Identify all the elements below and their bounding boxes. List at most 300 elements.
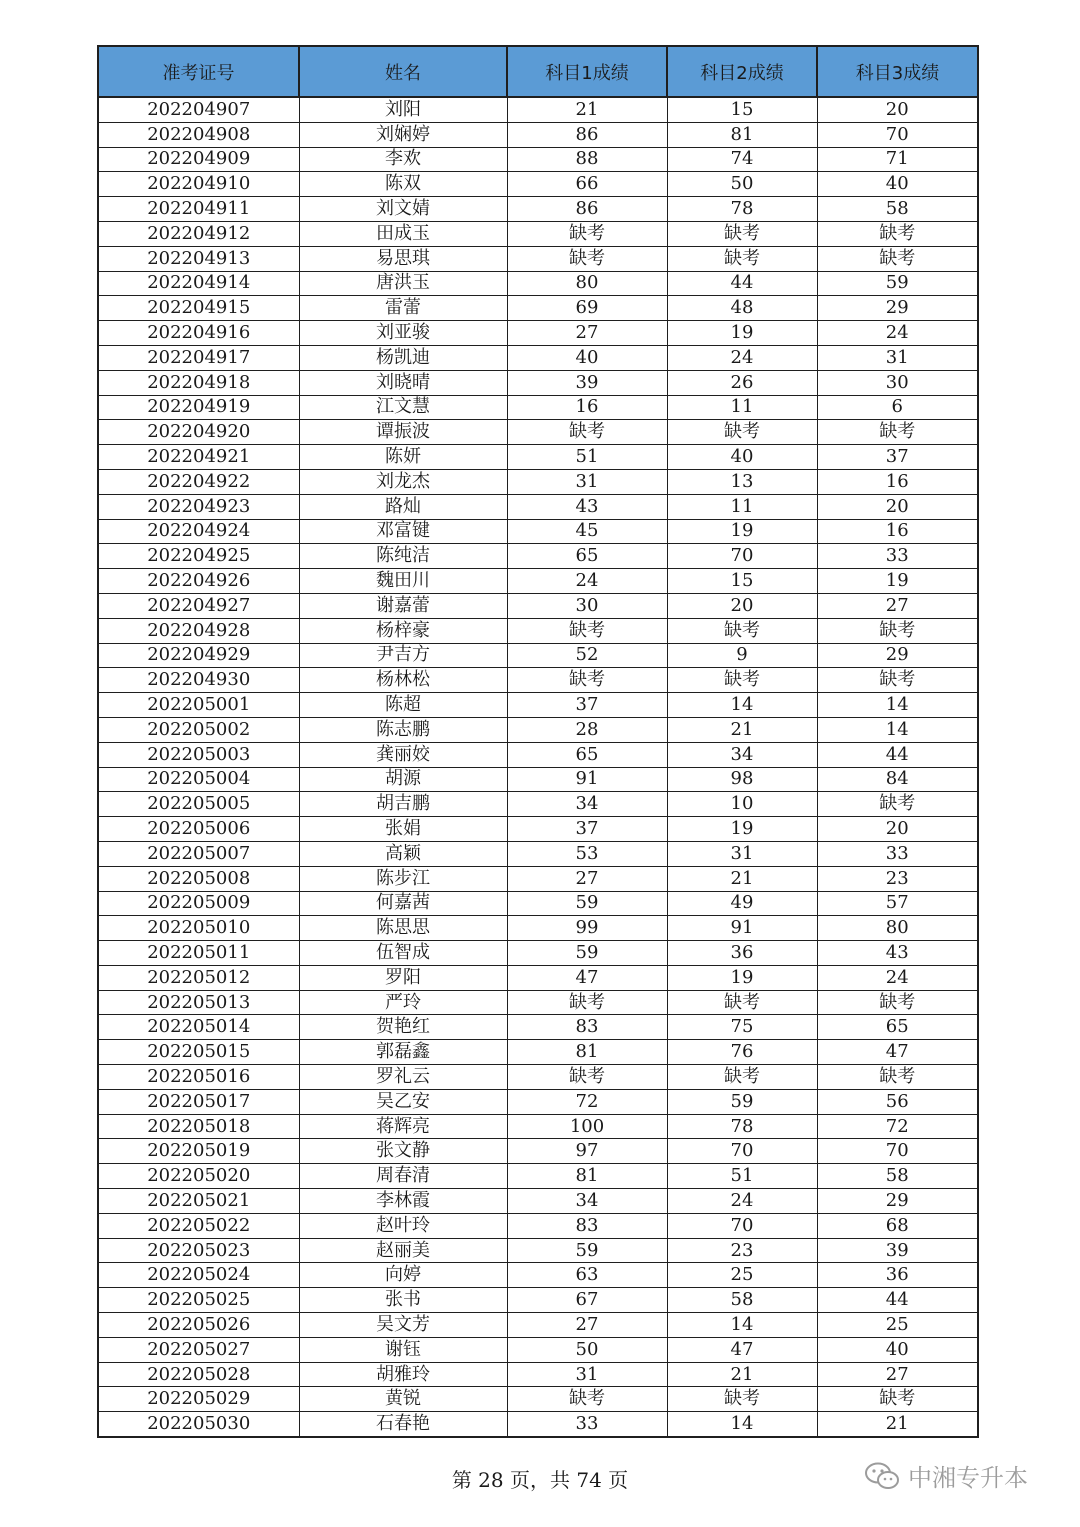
cell-subject2: 11 — [667, 494, 817, 519]
cell-subject2: 75 — [667, 1015, 817, 1040]
cell-exam-id: 202205018 — [98, 1114, 299, 1139]
cell-subject3: 70 — [817, 1139, 978, 1164]
cell-subject1: 缺考 — [507, 1065, 667, 1090]
table-row — [98, 742, 978, 767]
cell-subject1: 缺考 — [507, 221, 667, 246]
cell-subject1: 52 — [507, 643, 667, 668]
table-row — [98, 965, 978, 990]
cell-exam-id: 202204919 — [98, 395, 299, 420]
cell-subject3: 72 — [817, 1114, 978, 1139]
cell-name: 李欢 — [299, 147, 507, 172]
score-sheet — [97, 45, 977, 1438]
cell-subject3: 16 — [817, 469, 978, 494]
cell-subject1: 缺考 — [507, 246, 667, 271]
cell-name: 邓富键 — [299, 519, 507, 544]
cell-name: 赵丽美 — [299, 1238, 507, 1263]
cell-subject1: 37 — [507, 817, 667, 842]
table-row — [98, 693, 978, 718]
cell-subject3: 80 — [817, 916, 978, 941]
cell-exam-id: 202204927 — [98, 593, 299, 618]
cell-exam-id: 202205003 — [98, 742, 299, 767]
cell-subject2: 15 — [667, 569, 817, 594]
table-row — [98, 618, 978, 643]
cell-name: 李林霞 — [299, 1189, 507, 1214]
table-row — [98, 1213, 978, 1238]
cell-subject1: 97 — [507, 1139, 667, 1164]
cell-subject1: 31 — [507, 469, 667, 494]
cell-exam-id: 202205004 — [98, 767, 299, 792]
cell-subject2: 缺考 — [667, 1387, 817, 1412]
cell-subject1: 34 — [507, 1189, 667, 1214]
cell-name: 杨梓豪 — [299, 618, 507, 643]
cell-subject1: 43 — [507, 494, 667, 519]
cell-subject1: 67 — [507, 1288, 667, 1313]
cell-subject2: 9 — [667, 643, 817, 668]
cell-exam-id: 202204909 — [98, 147, 299, 172]
cell-subject3: 缺考 — [817, 792, 978, 817]
cell-subject1: 72 — [507, 1089, 667, 1114]
cell-exam-id: 202205026 — [98, 1313, 299, 1338]
cell-subject3: 57 — [817, 891, 978, 916]
cell-exam-id: 202204917 — [98, 345, 299, 370]
cell-subject2: 缺考 — [667, 668, 817, 693]
cell-subject2: 26 — [667, 370, 817, 395]
cell-exam-id: 202204926 — [98, 569, 299, 594]
cell-subject3: 20 — [817, 494, 978, 519]
cell-name: 谭振波 — [299, 420, 507, 445]
cell-subject2: 49 — [667, 891, 817, 916]
table-row — [98, 97, 978, 122]
cell-subject2: 78 — [667, 1114, 817, 1139]
cell-name: 高颖 — [299, 841, 507, 866]
cell-subject1: 50 — [507, 1337, 667, 1362]
cell-subject3: 24 — [817, 321, 978, 346]
cell-exam-id: 202204921 — [98, 445, 299, 470]
cell-exam-id: 202205021 — [98, 1189, 299, 1214]
cell-subject3: 29 — [817, 643, 978, 668]
cell-name: 周春清 — [299, 1164, 507, 1189]
cell-subject1: 86 — [507, 122, 667, 147]
table-row — [98, 345, 978, 370]
cell-subject3: 33 — [817, 544, 978, 569]
cell-subject2: 78 — [667, 197, 817, 222]
cell-subject1: 91 — [507, 767, 667, 792]
cell-subject2: 19 — [667, 321, 817, 346]
cell-name: 张娟 — [299, 817, 507, 842]
table-row — [98, 172, 978, 197]
table-row — [98, 221, 978, 246]
table-row — [98, 122, 978, 147]
cell-subject2: 14 — [667, 1412, 817, 1437]
cell-name: 郭磊鑫 — [299, 1040, 507, 1065]
cell-name: 胡雅玲 — [299, 1362, 507, 1387]
cell-name: 何嘉茜 — [299, 891, 507, 916]
cell-subject1: 27 — [507, 866, 667, 891]
table-row — [98, 916, 978, 941]
table-row — [98, 817, 978, 842]
cell-subject1: 30 — [507, 593, 667, 618]
table-row — [98, 1238, 978, 1263]
cell-subject3: 70 — [817, 122, 978, 147]
watermark — [864, 1458, 1028, 1493]
cell-exam-id: 202204930 — [98, 668, 299, 693]
cell-exam-id: 202204929 — [98, 643, 299, 668]
cell-exam-id: 202205025 — [98, 1288, 299, 1313]
cell-subject2: 14 — [667, 693, 817, 718]
cell-name: 陈纯洁 — [299, 544, 507, 569]
cell-name: 吴文芳 — [299, 1313, 507, 1338]
cell-name: 龚丽姣 — [299, 742, 507, 767]
cell-exam-id: 202204908 — [98, 122, 299, 147]
cell-name: 刘文婧 — [299, 197, 507, 222]
cell-subject3: 缺考 — [817, 618, 978, 643]
cell-exam-id: 202205030 — [98, 1412, 299, 1437]
cell-name: 胡源 — [299, 767, 507, 792]
cell-subject2: 缺考 — [667, 420, 817, 445]
cell-subject3: 27 — [817, 1362, 978, 1387]
cell-subject1: 66 — [507, 172, 667, 197]
cell-subject3: 25 — [817, 1313, 978, 1338]
cell-exam-id: 202205008 — [98, 866, 299, 891]
cell-exam-id: 202204907 — [98, 97, 299, 122]
table-row — [98, 469, 978, 494]
cell-exam-id: 202204915 — [98, 296, 299, 321]
table-header — [98, 46, 978, 97]
cell-subject2: 缺考 — [667, 1065, 817, 1090]
cell-name: 张书 — [299, 1288, 507, 1313]
cell-subject3: 47 — [817, 1040, 978, 1065]
cell-subject2: 59 — [667, 1089, 817, 1114]
cell-name: 雷蕾 — [299, 296, 507, 321]
cell-subject2: 34 — [667, 742, 817, 767]
score-table — [97, 45, 979, 1438]
table-row — [98, 1089, 978, 1114]
cell-name: 陈妍 — [299, 445, 507, 470]
cell-subject2: 24 — [667, 1189, 817, 1214]
cell-subject2: 19 — [667, 519, 817, 544]
cell-exam-id: 202205017 — [98, 1089, 299, 1114]
cell-subject1: 24 — [507, 569, 667, 594]
cell-name: 尹吉方 — [299, 643, 507, 668]
cell-subject1: 83 — [507, 1015, 667, 1040]
cell-subject1: 83 — [507, 1213, 667, 1238]
cell-subject2: 47 — [667, 1337, 817, 1362]
cell-name: 唐洪玉 — [299, 271, 507, 296]
cell-subject3: 27 — [817, 593, 978, 618]
table-row — [98, 1387, 978, 1412]
cell-subject3: 84 — [817, 767, 978, 792]
cell-subject1: 缺考 — [507, 618, 667, 643]
cell-subject2: 74 — [667, 147, 817, 172]
cell-name: 张文静 — [299, 1139, 507, 1164]
cell-name: 路灿 — [299, 494, 507, 519]
cell-exam-id: 202205015 — [98, 1040, 299, 1065]
table-row — [98, 197, 978, 222]
cell-subject2: 91 — [667, 916, 817, 941]
cell-name: 伍智成 — [299, 941, 507, 966]
cell-subject3: 23 — [817, 866, 978, 891]
cell-subject3: 21 — [817, 1412, 978, 1437]
table-row — [98, 668, 978, 693]
cell-subject3: 14 — [817, 717, 978, 742]
cell-name: 严玲 — [299, 990, 507, 1015]
cell-subject1: 27 — [507, 1313, 667, 1338]
table-row — [98, 891, 978, 916]
cell-name: 杨凯迪 — [299, 345, 507, 370]
cell-name: 罗礼云 — [299, 1065, 507, 1090]
table-row — [98, 1337, 978, 1362]
table-row — [98, 321, 978, 346]
cell-subject3: 缺考 — [817, 420, 978, 445]
cell-subject3: 缺考 — [817, 1065, 978, 1090]
cell-name: 谢钰 — [299, 1337, 507, 1362]
cell-exam-id: 202204913 — [98, 246, 299, 271]
cell-subject2: 81 — [667, 122, 817, 147]
cell-name: 胡吉鹏 — [299, 792, 507, 817]
cell-subject1: 81 — [507, 1164, 667, 1189]
cell-subject2: 25 — [667, 1263, 817, 1288]
table-row — [98, 767, 978, 792]
cell-exam-id: 202205019 — [98, 1139, 299, 1164]
cell-subject2: 31 — [667, 841, 817, 866]
cell-subject2: 21 — [667, 1362, 817, 1387]
cell-exam-id: 202205014 — [98, 1015, 299, 1040]
cell-subject2: 缺考 — [667, 221, 817, 246]
cell-subject1: 59 — [507, 891, 667, 916]
table-row — [98, 370, 978, 395]
cell-exam-id: 202205005 — [98, 792, 299, 817]
table-row — [98, 866, 978, 891]
table-row — [98, 569, 978, 594]
table-row — [98, 1189, 978, 1214]
cell-subject3: 44 — [817, 742, 978, 767]
table-row — [98, 420, 978, 445]
table-row — [98, 1412, 978, 1437]
cell-subject3: 59 — [817, 271, 978, 296]
cell-subject1: 47 — [507, 965, 667, 990]
cell-subject2: 19 — [667, 965, 817, 990]
cell-subject3: 29 — [817, 1189, 978, 1214]
table-row — [98, 445, 978, 470]
cell-name: 赵叶玲 — [299, 1213, 507, 1238]
cell-subject3: 24 — [817, 965, 978, 990]
table-row — [98, 593, 978, 618]
header-exam-id: 准考证号 — [98, 46, 299, 97]
cell-subject1: 27 — [507, 321, 667, 346]
cell-subject2: 70 — [667, 1213, 817, 1238]
cell-subject2: 20 — [667, 593, 817, 618]
cell-subject3: 缺考 — [817, 221, 978, 246]
cell-subject1: 37 — [507, 693, 667, 718]
cell-subject1: 34 — [507, 792, 667, 817]
table-row — [98, 147, 978, 172]
cell-exam-id: 202205027 — [98, 1337, 299, 1362]
table-row — [98, 395, 978, 420]
cell-name: 刘晓晴 — [299, 370, 507, 395]
table-row — [98, 990, 978, 1015]
cell-name: 刘阳 — [299, 97, 507, 122]
cell-name: 蒋辉亮 — [299, 1114, 507, 1139]
table-row — [98, 941, 978, 966]
cell-subject1: 39 — [507, 370, 667, 395]
cell-name: 陈思思 — [299, 916, 507, 941]
cell-subject2: 36 — [667, 941, 817, 966]
cell-subject3: 29 — [817, 296, 978, 321]
cell-exam-id: 202204923 — [98, 494, 299, 519]
cell-exam-id: 202204922 — [98, 469, 299, 494]
cell-subject2: 10 — [667, 792, 817, 817]
cell-exam-id: 202205028 — [98, 1362, 299, 1387]
cell-subject2: 23 — [667, 1238, 817, 1263]
cell-subject1: 86 — [507, 197, 667, 222]
cell-name: 田成玉 — [299, 221, 507, 246]
table-row — [98, 1288, 978, 1313]
table-row — [98, 519, 978, 544]
cell-subject2: 缺考 — [667, 618, 817, 643]
cell-subject1: 45 — [507, 519, 667, 544]
cell-subject2: 13 — [667, 469, 817, 494]
cell-subject2: 14 — [667, 1313, 817, 1338]
table-row — [98, 544, 978, 569]
cell-name: 贺艳红 — [299, 1015, 507, 1040]
cell-subject1: 31 — [507, 1362, 667, 1387]
cell-exam-id: 202204914 — [98, 271, 299, 296]
cell-subject3: 33 — [817, 841, 978, 866]
table-row — [98, 792, 978, 817]
cell-name: 刘娴婷 — [299, 122, 507, 147]
cell-subject1: 33 — [507, 1412, 667, 1437]
cell-exam-id: 202204912 — [98, 221, 299, 246]
cell-exam-id: 202205020 — [98, 1164, 299, 1189]
cell-exam-id: 202205024 — [98, 1263, 299, 1288]
cell-name: 刘龙杰 — [299, 469, 507, 494]
cell-subject3: 缺考 — [817, 990, 978, 1015]
cell-exam-id: 202204920 — [98, 420, 299, 445]
cell-exam-id: 202205029 — [98, 1387, 299, 1412]
cell-subject3: 19 — [817, 569, 978, 594]
cell-subject1: 51 — [507, 445, 667, 470]
cell-subject3: 20 — [817, 97, 978, 122]
watermark-text: 中湘专升本 — [908, 1464, 1028, 1492]
cell-subject1: 80 — [507, 271, 667, 296]
cell-exam-id: 202204928 — [98, 618, 299, 643]
cell-subject1: 16 — [507, 395, 667, 420]
cell-subject3: 58 — [817, 197, 978, 222]
cell-subject2: 98 — [667, 767, 817, 792]
cell-subject3: 31 — [817, 345, 978, 370]
cell-subject2: 70 — [667, 544, 817, 569]
cell-subject2: 70 — [667, 1139, 817, 1164]
table-row — [98, 1263, 978, 1288]
cell-subject1: 21 — [507, 97, 667, 122]
cell-subject2: 48 — [667, 296, 817, 321]
cell-name: 陈超 — [299, 693, 507, 718]
cell-exam-id: 202204911 — [98, 197, 299, 222]
table-row — [98, 271, 978, 296]
table-row — [98, 1065, 978, 1090]
cell-subject2: 21 — [667, 866, 817, 891]
cell-subject3: 30 — [817, 370, 978, 395]
cell-subject3: 44 — [817, 1288, 978, 1313]
cell-subject3: 40 — [817, 1337, 978, 1362]
cell-subject1: 28 — [507, 717, 667, 742]
table-row — [98, 717, 978, 742]
cell-subject2: 58 — [667, 1288, 817, 1313]
header-row — [98, 46, 978, 97]
cell-subject1: 65 — [507, 544, 667, 569]
page-number: 第 28 页，共 74 页 — [451, 1468, 629, 1492]
cell-subject3: 68 — [817, 1213, 978, 1238]
table-row — [98, 1040, 978, 1065]
cell-subject3: 39 — [817, 1238, 978, 1263]
cell-subject1: 缺考 — [507, 990, 667, 1015]
cell-exam-id: 202205012 — [98, 965, 299, 990]
cell-name: 易思琪 — [299, 246, 507, 271]
cell-exam-id: 202204925 — [98, 544, 299, 569]
cell-subject1: 缺考 — [507, 668, 667, 693]
cell-subject2: 50 — [667, 172, 817, 197]
cell-subject3: 40 — [817, 172, 978, 197]
cell-exam-id: 202205002 — [98, 717, 299, 742]
cell-subject3: 20 — [817, 817, 978, 842]
cell-subject2: 19 — [667, 817, 817, 842]
cell-exam-id: 202205009 — [98, 891, 299, 916]
cell-exam-id: 202205006 — [98, 817, 299, 842]
table-row — [98, 841, 978, 866]
cell-subject1: 69 — [507, 296, 667, 321]
cell-subject3: 缺考 — [817, 1387, 978, 1412]
cell-subject1: 53 — [507, 841, 667, 866]
cell-exam-id: 202204924 — [98, 519, 299, 544]
cell-name: 陈步江 — [299, 866, 507, 891]
cell-subject2: 11 — [667, 395, 817, 420]
header-name: 姓名 — [299, 46, 507, 97]
cell-name: 江文慧 — [299, 395, 507, 420]
cell-subject2: 15 — [667, 97, 817, 122]
table-row — [98, 494, 978, 519]
cell-subject1: 59 — [507, 1238, 667, 1263]
cell-subject3: 71 — [817, 147, 978, 172]
cell-name: 陈志鹏 — [299, 717, 507, 742]
cell-exam-id: 202205013 — [98, 990, 299, 1015]
cell-exam-id: 202205022 — [98, 1213, 299, 1238]
cell-name: 魏田川 — [299, 569, 507, 594]
cell-subject3: 56 — [817, 1089, 978, 1114]
cell-subject3: 16 — [817, 519, 978, 544]
cell-name: 吴乙安 — [299, 1089, 507, 1114]
cell-subject2: 缺考 — [667, 246, 817, 271]
cell-subject3: 36 — [817, 1263, 978, 1288]
cell-name: 谢嘉蕾 — [299, 593, 507, 618]
table-row — [98, 1139, 978, 1164]
cell-subject1: 40 — [507, 345, 667, 370]
cell-exam-id: 202205016 — [98, 1065, 299, 1090]
cell-subject3: 43 — [817, 941, 978, 966]
header-subject1: 科目1成绩 — [507, 46, 667, 97]
table-row — [98, 1164, 978, 1189]
wechat-icon — [864, 1461, 900, 1491]
table-row — [98, 1114, 978, 1139]
cell-subject3: 6 — [817, 395, 978, 420]
cell-exam-id: 202205011 — [98, 941, 299, 966]
table-row — [98, 643, 978, 668]
cell-subject1: 59 — [507, 941, 667, 966]
cell-subject1: 99 — [507, 916, 667, 941]
header-subject2: 科目2成绩 — [667, 46, 817, 97]
table-body — [98, 97, 978, 1437]
table-row — [98, 296, 978, 321]
cell-subject3: 缺考 — [817, 246, 978, 271]
